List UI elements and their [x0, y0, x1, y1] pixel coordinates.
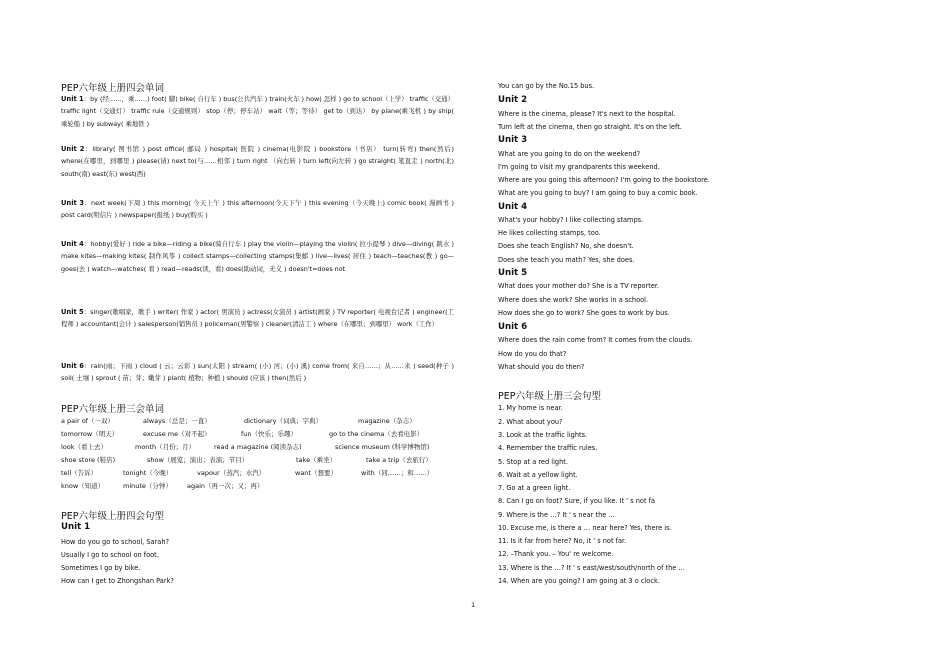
sentence-line: Usually I go to school on foot. — [61, 551, 159, 559]
unit3-heading: Unit 3 — [498, 135, 528, 145]
numbered-sentence: 5. Stop at a red light. — [498, 458, 568, 466]
unit-text: ：next week(下周 ) this morning( 今天上午 ) this afternoon(今天下午 ) this evening（今天晚上) comic book( 漫画书 ) post card(明信片 ) newspaper(报纸 ) buy(购买 ) — [61, 199, 454, 220]
numbered-sentence: 8. Can I go on foot? Sure, if you like. It ' s not fa — [498, 497, 656, 505]
unit4-heading: Unit 4 — [498, 202, 528, 212]
section-title-four-skill-sentences: PEP六年级上册四会句型 — [61, 511, 164, 522]
vocab-item: go to the cinema（去看电影） — [329, 430, 424, 438]
vocab-item: read a magazine (阅读杂志) — [214, 443, 302, 451]
sentence-line: How can I get to Zhongshan Park? — [61, 577, 174, 585]
sentence-line: What does your mother do? She is a TV reporter. — [498, 282, 660, 290]
vocab-item: excuse me（对不起） — [143, 430, 211, 438]
unit-label: Unit 6 — [61, 362, 84, 370]
unit-label: Unit 4 — [61, 240, 84, 248]
sentence-line: How do you do that? — [498, 350, 567, 358]
numbered-sentence: 10. Excuse me, is there a … near here? Yes, there is. — [498, 524, 672, 532]
unit-label: Unit 5 — [61, 308, 84, 316]
sentence-line: Does she teach English? No, she doesn't. — [498, 242, 634, 250]
unit-label: Unit 1 — [61, 95, 84, 103]
numbered-sentence: 2. What about you? — [498, 418, 563, 426]
section-title-four-skill-words: PEP六年级上册四会单词 — [61, 83, 164, 94]
sentence-line: I'm going to visit my grandparents this weekend. — [498, 163, 660, 171]
vocab-item: take a trip（去旅行） — [366, 456, 432, 464]
vocab-item: with（同……；和……） — [361, 469, 434, 477]
numbered-sentence: 13. Where is the …? It ' s east/west/south/north of the … — [498, 564, 686, 572]
vocab-item: fun（快乐；乐趣） — [241, 430, 298, 438]
unit-text: ：hobby(爱好 ) ride a bike—riding a bike(骑自行车 ) play the violin—playing the violin( 拉小提琴 ) dive—diving( 跳水 ) make kites—making kites( 制作风筝 ) collect stamps—collecting stamps(集邮 ) live—lives( 居住 ) teach—teaches(教 ) go—goes(去 ) watch—watches( 看 ) read—reads(读，看) does(助动词，无义 ) doesn't=does not — [61, 240, 454, 273]
vocab-item: want（想要） — [295, 469, 337, 477]
vocab-item: tonight（今晚） — [123, 469, 173, 477]
vocab-item: show（展览；演出；表演；节目） — [147, 456, 249, 464]
numbered-sentence: 7. Go at a green light. — [498, 484, 571, 492]
vocab-item: shoe store (鞋店) — [61, 456, 116, 464]
vocab-item: month（月份；月） — [135, 443, 196, 451]
numbered-sentence: 14. When are you going? I am going at 3 o clock. — [498, 577, 660, 585]
sentence-line: What should you do then? — [498, 363, 585, 371]
vocab-item: tell（告诉） — [61, 469, 98, 477]
unit1-words — [61, 93, 454, 130]
vocab-grid — [61, 416, 454, 496]
section-title-three-skill-words: PEP六年级上册三会单词 — [61, 404, 164, 415]
numbered-sentence: 3. Look at the traffic lights. — [498, 431, 588, 439]
sentence-line: How do you go to school, Sarah? — [61, 538, 170, 546]
unit6-words — [61, 360, 454, 385]
unit-text: ：library( 图书馆 ) post office( 邮局 ) hospital( 医院 ) cinema(电影院 ) bookstore（书店） turn(转弯) then(然后) where(在哪里，到哪里 ) please(请) next to(与……相邻 ) turn right （向右转 ) turn left(向左转 ) go straight( 笔直走 ) north(北) south(南) east(东) west(西) — [61, 145, 454, 178]
vocab-item: dictionary（词典；字典） — [244, 417, 322, 425]
vocab-item: know（知道） — [61, 482, 105, 490]
unit-label: Unit 3 — [61, 199, 84, 207]
sentence-line: He likes collecting stamps, too. — [498, 229, 601, 237]
sentence-line: Does she teach you math? Yes, she does. — [498, 256, 635, 264]
unit4-words — [61, 238, 454, 275]
vocab-item: take（乘坐） — [296, 456, 337, 464]
sentence-line: Turn left at the cinema, then go straight. It's on the left. — [498, 123, 682, 131]
section-title-three-skill-sentences: PEP六年级上册三会句型 — [498, 391, 601, 402]
sentence-line: Where does the rain come from? It comes from the clouds. — [498, 336, 693, 344]
sentence-line: Where does she work? She works in a school. — [498, 296, 649, 304]
vocab-item: always（总是；一直） — [143, 417, 211, 425]
numbered-sentence: 11. Is it far from here? No, it ' s not far. — [498, 537, 627, 545]
unit5-heading: Unit 5 — [498, 268, 528, 278]
unit6-heading: Unit 6 — [498, 322, 528, 332]
numbered-sentence: 6. Wait at a yellow light. — [498, 471, 578, 479]
vocab-item: magazine（杂志） — [358, 417, 416, 425]
sentence-line: Sometimes I go by bike. — [61, 564, 141, 572]
vocab-item: minute（分钟） — [123, 482, 172, 490]
sentence-line: Where are you going this afternoon? I'm going to the bookstore. — [498, 176, 710, 184]
unit-text: ：rain(雨；下雨 ) cloud ( 云；云彩 ) sun(太阳 ) stream( (小) 河；(小) 溪) come from( 来自……；从……来 ) seed(种子 ) soil( 土壤 ) sprout ( 苗；芽；嫩芽 ) plant( 植物；种植 ) should (应该 ) then(然后 ) — [61, 362, 454, 383]
sentence-line: You can go by the No.15 bus. — [498, 82, 595, 90]
unit5-words — [61, 306, 454, 331]
unit2-heading: Unit 2 — [498, 95, 528, 105]
numbered-sentence: 12. –Thank you. – You' re welcome. — [498, 550, 614, 558]
sentence-line: How does she go to work? She goes to work by bus. — [498, 309, 670, 317]
vocab-item: again（再一次；又；再） — [187, 482, 264, 490]
page-number: 1 — [471, 601, 476, 609]
numbered-sentence: 4. Remember the traffic rules. — [498, 444, 598, 452]
unit2-words — [61, 143, 454, 180]
vocab-item: vapour（蒸汽；水汽） — [197, 469, 266, 477]
numbered-sentence: 9. Where is the …? It ' s near the … — [498, 511, 615, 519]
vocab-item: look（看上去） — [61, 443, 108, 451]
unit1-heading: Unit 1 — [61, 522, 91, 532]
unit3-words — [61, 197, 454, 222]
vocab-item: a pair of（一双） — [61, 417, 114, 425]
unit-label: Unit 2 — [61, 145, 85, 153]
sentence-line: What are you going to buy? I am going to buy a comic book. — [498, 189, 698, 197]
sentence-line: What's your hobby? I like collecting stamps. — [498, 216, 644, 224]
unit-text: ：singer(歌唱家，歌手 ) writer( 作家 ) actor( 男演员 ) actress(女演员 ) artist(画家 ) TV reporter( 电视台记者 ) engineer(工程师 ) accountant(会计 ) salesperson(销售员 ) policeman(男警察 ) cleaner(清洁工 ) where（在哪里；到哪里） work（工作） — [61, 308, 454, 329]
sentence-line: What are you going to do on the weekend? — [498, 150, 641, 158]
sentence-line: Where is the cinema, please? It's next to the hospital. — [498, 110, 676, 118]
unit-text: ：by (经……，乘……) foot( 脚) bike( 自行车 ) bus(公共汽车 ) train(火车 ) how( 怎样 ) go to school（上学） traffic（交通） traffic light（交通灯） traffic rule（交通规则） stop（停；停车站） wait（等；等待） get to（到达） by plane(乘飞机 ) by ship( 乘轮船 ) by subway( 乘地铁 ) — [61, 95, 454, 128]
numbered-sentence: 1. My home is near. — [498, 404, 563, 412]
vocab-item: science museum (科学博物馆) — [335, 443, 430, 451]
vocab-item: tomorrow（明天） — [61, 430, 119, 438]
